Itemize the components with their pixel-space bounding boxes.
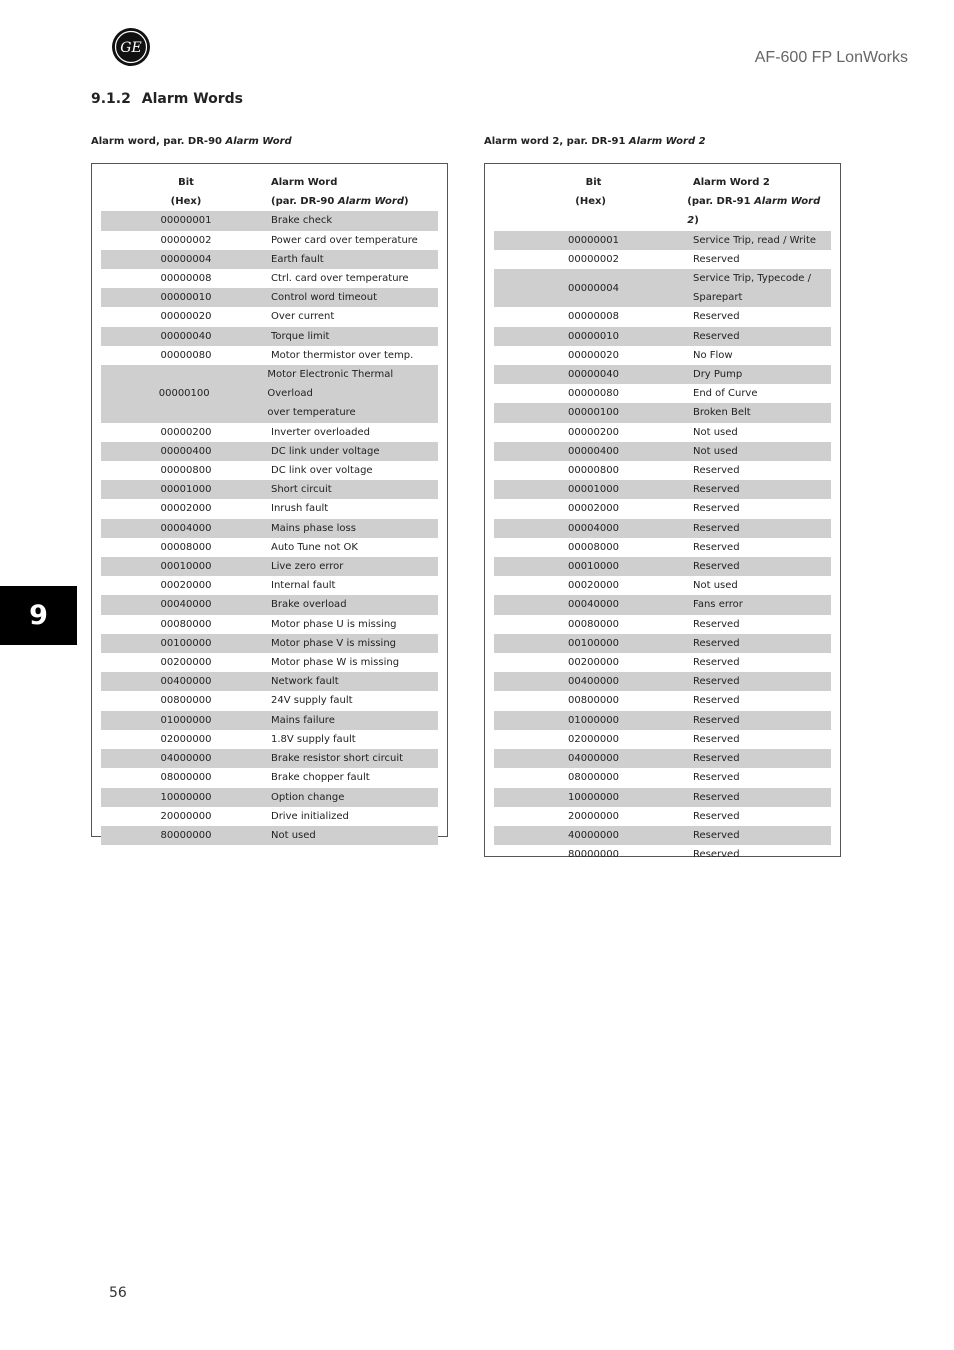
row-desc-cell xyxy=(271,211,332,230)
row-desc-cell xyxy=(271,711,335,730)
row-desc: Motor thermistor over temp. xyxy=(271,349,414,361)
row-desc: Option change xyxy=(271,791,345,803)
row-bit: 00002000 xyxy=(568,503,619,515)
row-bit: 00800000 xyxy=(160,695,212,707)
row-desc-cell xyxy=(693,788,740,807)
table-row xyxy=(101,691,438,710)
row-desc: Reserved xyxy=(693,618,740,630)
table-row xyxy=(494,768,831,787)
row-bit: 00080000 xyxy=(160,618,212,630)
table-row xyxy=(101,538,438,557)
table-row xyxy=(494,730,831,749)
row-desc-cell xyxy=(693,461,740,480)
row-bit: 00000100 xyxy=(568,407,619,419)
row-desc-cell xyxy=(693,557,740,576)
row-bit: 00000400 xyxy=(568,445,619,457)
table-row xyxy=(494,269,831,307)
row-desc-cell xyxy=(271,423,370,442)
table-row xyxy=(494,788,831,807)
row-desc-cell xyxy=(693,480,740,499)
table-row xyxy=(101,327,438,346)
row-desc-cell xyxy=(271,749,403,768)
row-desc-cell xyxy=(693,365,742,384)
alarm-word-table-body xyxy=(101,173,438,845)
table-row xyxy=(101,499,438,518)
alarm-word-2-table xyxy=(484,163,841,861)
table1-caption xyxy=(91,136,292,147)
row-desc: Over current xyxy=(271,311,335,323)
row-desc-cell xyxy=(693,346,733,365)
row-desc-cell xyxy=(693,634,740,653)
row-desc-cell xyxy=(693,672,740,691)
table-row xyxy=(101,807,438,826)
header-param-prefix: (par. DR-90 xyxy=(271,196,338,208)
row-desc: Service Trip, read / Write xyxy=(693,234,817,246)
row-bit: 00100000 xyxy=(568,637,619,649)
table-row xyxy=(494,749,831,768)
row-desc: Reserved xyxy=(693,733,740,745)
row-bit: 00000004 xyxy=(568,282,619,294)
row-desc-continued: Sparepart xyxy=(693,292,743,304)
table-row xyxy=(101,269,438,288)
row-desc-cell xyxy=(271,250,324,269)
header-param-suffix: ) xyxy=(694,215,699,227)
row-desc: 24V supply fault xyxy=(271,695,353,707)
row-bit: 00100000 xyxy=(160,637,212,649)
row-desc-cell xyxy=(271,691,353,710)
row-desc-cell xyxy=(693,538,740,557)
row-desc-cell xyxy=(693,519,740,538)
row-bit: 00200000 xyxy=(160,657,212,669)
row-bit: 00010000 xyxy=(568,561,619,573)
row-desc: Drive initialized xyxy=(271,810,349,822)
table-row xyxy=(494,423,831,442)
table-row xyxy=(494,691,831,710)
row-bit: 00002000 xyxy=(160,503,212,515)
row-bit: 00000010 xyxy=(568,330,619,342)
row-desc: Auto Tune not OK xyxy=(271,541,358,553)
row-desc-cell xyxy=(271,307,334,326)
row-desc: DC link under voltage xyxy=(271,445,380,457)
row-desc-cell xyxy=(271,480,332,499)
row-desc-cell xyxy=(271,327,329,346)
table1-caption-prefix: Alarm word, par. DR-90 xyxy=(91,136,226,147)
row-bit: 00000100 xyxy=(158,388,210,400)
table-row xyxy=(101,250,438,269)
row-bit: 00020000 xyxy=(568,580,619,592)
row-desc: Reserved xyxy=(693,657,740,669)
row-bit: 20000000 xyxy=(160,810,212,822)
row-desc: Internal fault xyxy=(271,580,336,592)
row-desc-cell xyxy=(271,653,399,672)
header-param-italic: Alarm Word 2 xyxy=(687,196,821,227)
row-desc-cell xyxy=(693,499,740,518)
row-bit: 00000001 xyxy=(160,215,212,227)
row-bit: 00000800 xyxy=(160,465,212,477)
row-desc: Broken Belt xyxy=(693,407,751,419)
table-row xyxy=(101,826,438,845)
header-desc-param xyxy=(687,192,831,230)
row-desc: Reserved xyxy=(693,311,740,323)
row-desc-cell xyxy=(693,250,740,269)
row-desc-cell xyxy=(693,807,740,826)
row-desc-cell xyxy=(693,826,740,845)
row-desc-cell xyxy=(271,461,373,480)
table-row xyxy=(494,595,831,614)
row-desc-cell xyxy=(693,327,740,346)
row-desc: Reserved xyxy=(693,849,740,861)
row-bit: 10000000 xyxy=(160,791,212,803)
row-desc: Inverter overloaded xyxy=(271,426,371,438)
table-row xyxy=(494,307,831,326)
table-row xyxy=(101,595,438,614)
row-desc: Reserved xyxy=(693,503,740,515)
row-bit: 08000000 xyxy=(568,772,619,784)
table-row xyxy=(101,365,438,423)
row-bit: 00004000 xyxy=(160,522,212,534)
row-bit: 10000000 xyxy=(568,791,619,803)
section-title-text: Alarm Words xyxy=(141,91,244,107)
logo-text: GE xyxy=(120,40,142,56)
row-desc-cell xyxy=(271,595,347,614)
table-row xyxy=(494,442,831,461)
row-desc-cell xyxy=(271,730,356,749)
header-param-italic: Alarm Word xyxy=(337,196,405,208)
row-desc: Motor phase W is missing xyxy=(271,657,400,669)
row-bit: 00200000 xyxy=(568,657,619,669)
row-bit: 00000020 xyxy=(568,349,619,361)
row-bit: 80000000 xyxy=(568,849,619,861)
row-desc-cell xyxy=(271,807,349,826)
table-header-row xyxy=(494,192,831,230)
row-bit: 00400000 xyxy=(568,676,619,688)
row-bit: 00400000 xyxy=(160,676,212,688)
table-row xyxy=(494,634,831,653)
table-row xyxy=(494,672,831,691)
row-desc: Earth fault xyxy=(271,253,324,265)
row-desc: Reserved xyxy=(693,522,740,534)
row-desc: Mains failure xyxy=(271,714,335,726)
header-desc: Alarm Word xyxy=(271,177,338,188)
table-row xyxy=(494,327,831,346)
row-desc-cell xyxy=(271,538,358,557)
row-desc: Dry Pump xyxy=(693,369,743,381)
row-desc: Reserved xyxy=(693,541,740,553)
row-desc-cell xyxy=(271,672,339,691)
table-row xyxy=(101,730,438,749)
row-desc: End of Curve xyxy=(693,388,758,400)
row-desc-cell xyxy=(693,653,740,672)
row-bit: 08000000 xyxy=(160,772,212,784)
row-bit: 02000000 xyxy=(160,733,212,745)
row-desc-cell xyxy=(271,615,397,634)
row-bit: 20000000 xyxy=(568,810,619,822)
row-bit: 04000000 xyxy=(568,753,619,765)
table-row xyxy=(494,384,831,403)
row-desc-cell xyxy=(693,749,740,768)
row-desc: Fans error xyxy=(693,599,743,611)
row-desc: Power card over temperature xyxy=(271,234,418,246)
table-row xyxy=(101,423,438,442)
row-desc: Reserved xyxy=(693,714,740,726)
table1-caption-italic: Alarm Word xyxy=(225,136,292,147)
table-row xyxy=(494,346,831,365)
row-desc: Reserved xyxy=(693,695,740,707)
table-header-row xyxy=(101,192,438,211)
row-bit: 01000000 xyxy=(568,714,619,726)
alarm-word-2-table-body xyxy=(494,173,831,864)
table-header-row xyxy=(101,173,438,192)
row-bit: 00000010 xyxy=(160,292,212,304)
row-desc-cell xyxy=(693,384,758,403)
row-desc: Motor phase U is missing xyxy=(271,618,397,630)
row-bit: 04000000 xyxy=(160,753,212,765)
section-number: 9.1.2 xyxy=(91,91,131,107)
row-bit: 00000040 xyxy=(160,330,212,342)
header-desc-param xyxy=(271,192,409,211)
table-row xyxy=(101,615,438,634)
table-row xyxy=(494,711,831,730)
row-desc-cell xyxy=(267,365,438,423)
row-bit: 00000200 xyxy=(568,426,619,438)
table-row xyxy=(494,807,831,826)
header-desc: Alarm Word 2 xyxy=(693,177,770,188)
row-desc: Not used xyxy=(693,580,738,592)
table-row xyxy=(101,307,438,326)
section-heading xyxy=(91,91,243,107)
row-bit: 00040000 xyxy=(568,599,619,611)
table-row xyxy=(494,826,831,845)
row-desc: Reserved xyxy=(693,637,740,649)
row-desc: Short circuit xyxy=(271,484,332,496)
row-bit: 00004000 xyxy=(568,522,619,534)
row-bit: 00000002 xyxy=(568,253,619,265)
table-row xyxy=(101,768,438,787)
table-row xyxy=(494,845,831,864)
header-param-suffix: ) xyxy=(404,196,409,208)
row-desc: Reserved xyxy=(693,810,740,822)
row-bit: 00000020 xyxy=(160,311,212,323)
row-desc: Reserved xyxy=(693,829,740,841)
row-desc-cell xyxy=(271,768,370,787)
row-desc: Reserved xyxy=(693,772,740,784)
row-desc: Network fault xyxy=(271,676,339,688)
alarm-word-table xyxy=(91,163,448,841)
row-desc: Not used xyxy=(693,426,738,438)
table-row xyxy=(494,250,831,269)
row-desc-cell xyxy=(271,576,335,595)
row-bit: 00008000 xyxy=(160,541,212,553)
row-desc: Reserved xyxy=(693,676,740,688)
row-desc: Inrush fault xyxy=(271,503,329,515)
row-bit: 00010000 xyxy=(160,561,212,573)
table-row xyxy=(101,653,438,672)
table-row xyxy=(494,499,831,518)
table-row xyxy=(101,576,438,595)
row-desc-cell xyxy=(693,730,740,749)
row-bit: 40000000 xyxy=(568,829,619,841)
table-row xyxy=(101,231,438,250)
row-desc: Torque limit xyxy=(271,330,330,342)
row-desc-cell xyxy=(271,557,343,576)
table2-caption-italic: Alarm Word 2 xyxy=(628,136,706,147)
table-row xyxy=(494,480,831,499)
row-desc-continued: over temperature xyxy=(267,407,356,419)
ge-logo-icon xyxy=(111,27,151,67)
table-row xyxy=(494,557,831,576)
document-title: AF-600 FP LonWorks xyxy=(754,49,908,66)
table-row xyxy=(494,576,831,595)
row-desc: Reserved xyxy=(693,561,740,573)
row-desc-cell xyxy=(271,442,380,461)
header-param-prefix: (par. DR-91 xyxy=(687,196,755,208)
header-bit: Bit xyxy=(178,177,194,188)
row-bit: 00000040 xyxy=(568,369,619,381)
row-bit: 00000002 xyxy=(160,234,212,246)
row-desc: Live zero error xyxy=(271,561,344,573)
row-desc: Reserved xyxy=(693,753,740,765)
row-desc-cell xyxy=(271,634,396,653)
row-desc: 1.8V supply fault xyxy=(271,733,356,745)
row-desc: Reserved xyxy=(693,484,740,496)
row-bit: 00000001 xyxy=(568,234,619,246)
row-bit: 00000200 xyxy=(160,426,212,438)
row-bit: 00000008 xyxy=(568,311,619,323)
row-desc: Not used xyxy=(271,829,316,841)
table-row xyxy=(494,615,831,634)
table-row xyxy=(101,211,438,230)
chapter-tab: 9 xyxy=(0,586,77,645)
row-bit: 80000000 xyxy=(160,829,212,841)
row-desc-cell xyxy=(693,595,743,614)
header-bit-unit: (Hex) xyxy=(575,196,606,208)
page-number: 56 xyxy=(109,1285,127,1301)
row-desc-cell xyxy=(693,711,740,730)
row-desc-cell xyxy=(693,615,740,634)
table-row xyxy=(101,519,438,538)
row-bit: 00080000 xyxy=(568,618,619,630)
table-row xyxy=(494,365,831,384)
table-row xyxy=(494,231,831,250)
row-desc: Brake check xyxy=(271,215,333,227)
table-row xyxy=(101,442,438,461)
row-desc: Brake chopper fault xyxy=(271,772,370,784)
row-desc: Reserved xyxy=(693,253,740,265)
row-desc-cell xyxy=(271,788,344,807)
table-header-row xyxy=(494,173,831,192)
row-desc-cell xyxy=(693,768,740,787)
row-bit: 00001000 xyxy=(160,484,212,496)
table-row xyxy=(494,653,831,672)
row-desc-cell xyxy=(271,346,413,365)
row-desc: Reserved xyxy=(693,465,740,477)
table-row xyxy=(101,634,438,653)
row-desc: Motor Electronic Thermal Overload xyxy=(267,369,394,400)
row-desc-cell xyxy=(693,442,738,461)
row-desc-cell xyxy=(693,269,811,307)
row-desc: No Flow xyxy=(693,349,733,361)
row-desc: Motor phase V is missing xyxy=(271,637,397,649)
table2-caption-prefix: Alarm word 2, par. DR-91 xyxy=(484,136,629,147)
row-bit: 00000008 xyxy=(160,273,212,285)
row-desc: Brake overload xyxy=(271,599,347,611)
row-bit: 00000800 xyxy=(568,465,619,477)
row-bit: 00040000 xyxy=(160,599,212,611)
row-desc-cell xyxy=(693,423,738,442)
table-row xyxy=(101,461,438,480)
row-desc-cell xyxy=(271,269,409,288)
row-desc: Ctrl. card over temperature xyxy=(271,273,409,285)
row-desc-cell xyxy=(693,691,740,710)
row-desc-cell xyxy=(271,519,356,538)
row-bit: 00001000 xyxy=(568,484,619,496)
row-bit: 00000004 xyxy=(160,253,212,265)
row-desc: DC link over voltage xyxy=(271,465,373,477)
row-bit: 01000000 xyxy=(160,714,212,726)
table-row xyxy=(494,538,831,557)
table2-caption xyxy=(484,136,706,147)
table-row xyxy=(101,711,438,730)
table-row xyxy=(494,461,831,480)
row-desc-cell xyxy=(271,288,377,307)
row-desc-cell xyxy=(693,845,740,864)
header-bit-unit: (Hex) xyxy=(170,196,202,208)
table-row xyxy=(101,672,438,691)
header-bit: Bit xyxy=(585,177,602,188)
row-bit: 00000080 xyxy=(160,349,212,361)
table-row xyxy=(494,403,831,422)
row-bit: 00020000 xyxy=(160,580,212,592)
row-desc: Mains phase loss xyxy=(271,522,356,534)
row-bit: 00000080 xyxy=(568,388,619,400)
row-desc: Brake resistor short circuit xyxy=(271,753,404,765)
row-desc-cell xyxy=(693,307,740,326)
table-row xyxy=(101,557,438,576)
row-desc: Service Trip, Typecode / xyxy=(693,273,812,285)
row-desc: Not used xyxy=(693,445,738,457)
row-desc-cell xyxy=(271,231,418,250)
row-desc-cell xyxy=(271,499,328,518)
table-row xyxy=(101,288,438,307)
row-desc-cell xyxy=(693,403,751,422)
table-row xyxy=(101,749,438,768)
row-desc: Control word timeout xyxy=(271,292,378,304)
row-desc-cell xyxy=(693,576,738,595)
row-bit: 00000400 xyxy=(160,445,212,457)
row-desc-cell xyxy=(271,826,316,845)
row-bit: 00800000 xyxy=(568,695,619,707)
table-row xyxy=(101,788,438,807)
row-bit: 00008000 xyxy=(568,541,619,553)
row-desc-cell xyxy=(693,231,816,250)
row-desc: Reserved xyxy=(693,791,740,803)
row-bit: 02000000 xyxy=(568,733,619,745)
table-row xyxy=(494,519,831,538)
row-desc: Reserved xyxy=(693,330,740,342)
table-row xyxy=(101,480,438,499)
table-row xyxy=(101,346,438,365)
